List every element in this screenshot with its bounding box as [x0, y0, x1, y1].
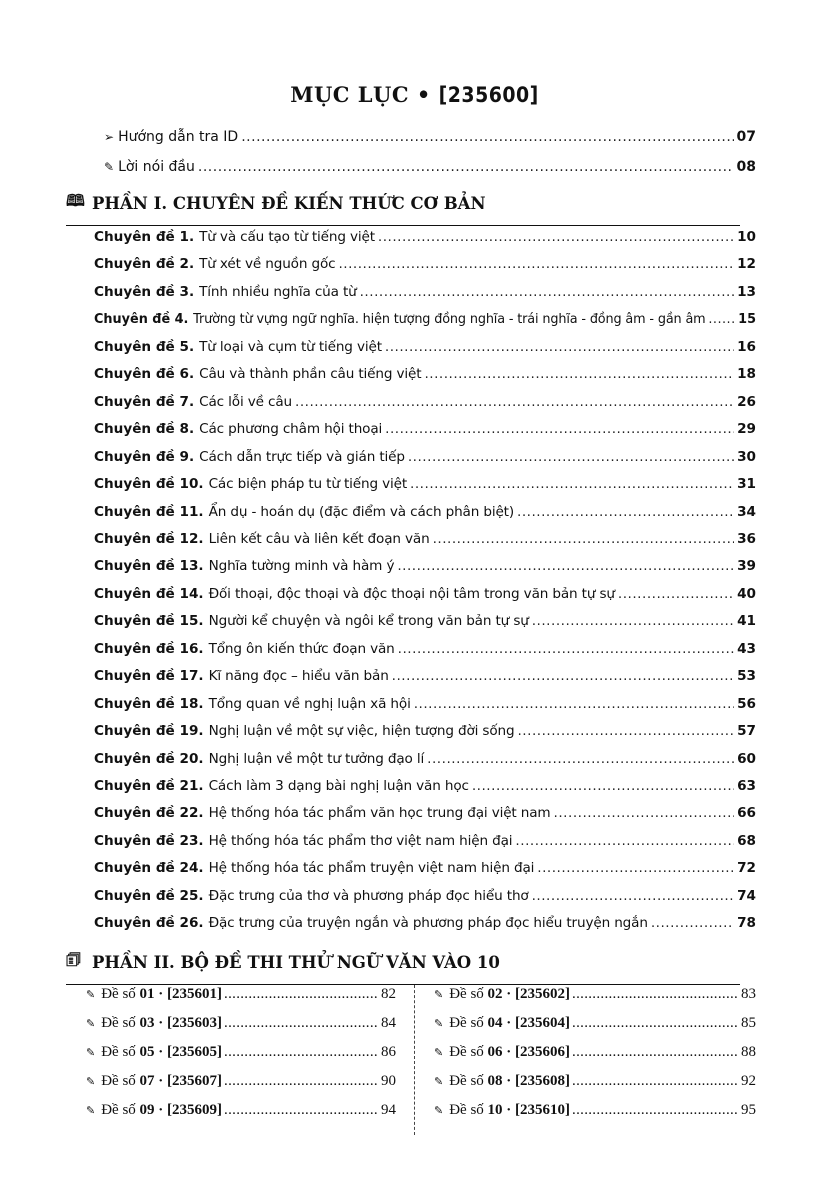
chapter-entry[interactable] [94, 613, 756, 629]
chapter-label: Chuyên đề 17. [94, 668, 204, 685]
page-number: 36 [737, 530, 756, 547]
dot-leader [532, 613, 734, 629]
chapter-title: Các lỗi về câu [199, 393, 292, 410]
page-number: 40 [737, 585, 756, 602]
dot-leader [572, 1015, 739, 1032]
chapter-title: Hệ thống hóa tác phẩm truyện việt nam hiện đại [208, 860, 535, 877]
chapter-label: Chuyên đề 9. [94, 448, 195, 465]
chapter-label: Chuyên đề 3. [94, 283, 195, 300]
chapter-title: Từ loại và cụm từ tiếng việt [199, 338, 382, 355]
chapter-entry[interactable] [94, 531, 756, 547]
chapter-entry[interactable] [94, 751, 756, 767]
page-number: 10 [737, 229, 756, 245]
chapter-title: Đối thoại, độc thoại và độc thoại nội tâm trong văn bản tự sự [208, 585, 615, 602]
chapter-entry[interactable] [94, 256, 756, 272]
pencil-icon: ✎ [86, 989, 96, 1001]
dot-leader [618, 586, 734, 602]
dot-leader [224, 1015, 379, 1032]
arrow-icon: ➢ [104, 130, 115, 144]
chapter-entry[interactable] [94, 558, 756, 574]
pencil-icon: ✎ [434, 989, 444, 1001]
chapter-label: Chuyên đề 6. [94, 366, 195, 383]
exam-prefix: Đề số [449, 1102, 484, 1118]
page-number: 41 [737, 613, 756, 630]
toc-entry-id-guide[interactable] [104, 129, 756, 145]
page-number: 39 [737, 558, 756, 575]
page-number: 29 [737, 421, 756, 438]
chapter-label: Chuyên đề 18. [94, 695, 204, 712]
chapter-entry[interactable] [94, 641, 756, 657]
dot-leader [572, 1044, 739, 1061]
chapter-entry[interactable] [94, 586, 756, 602]
chapter-entry[interactable] [94, 394, 756, 410]
exam-entry[interactable] [434, 986, 756, 1003]
dot-leader [385, 339, 734, 355]
chapter-title: Từ xét về nguồn gốc [199, 256, 336, 273]
chapter-title: Ẩn dụ - hoán dụ (đặc điểm và cách phân biệt) [208, 503, 514, 520]
pencil-icon: ✎ [86, 1076, 96, 1088]
chapter-entry[interactable] [94, 421, 756, 437]
chapter-entry[interactable] [94, 229, 756, 245]
page-number: 15 [738, 311, 756, 328]
dot-leader [408, 449, 734, 465]
pencil-icon: ✎ [104, 160, 115, 174]
chapter-entry[interactable] [94, 339, 756, 355]
chapter-title: Tính nhiều nghĩa của từ [199, 283, 357, 300]
exam-number: 05 · [235605] [139, 1044, 223, 1060]
entry-label: Hướng dẫn tra ID [118, 129, 239, 145]
chapter-label: Chuyên đề 5. [94, 338, 195, 355]
chapter-label: Chuyên đề 20. [94, 750, 204, 767]
chapter-entry[interactable] [94, 778, 756, 794]
title-text: MỤC LỤC • [290, 82, 431, 107]
dot-leader [433, 531, 735, 547]
page-number: 66 [737, 805, 756, 822]
chapter-label: Chuyên đề 21. [94, 778, 204, 794]
dot-leader [397, 558, 734, 574]
pencil-icon: ✎ [434, 1018, 444, 1030]
chapter-entry[interactable] [94, 888, 756, 904]
exam-prefix: Đề số [101, 1073, 136, 1089]
dot-leader [708, 311, 735, 327]
chapter-title: Câu và thành phần câu tiếng việt [199, 366, 422, 383]
page-number: 63 [737, 778, 756, 794]
page-number: 16 [737, 338, 756, 355]
page-number: 43 [737, 640, 756, 657]
page-number: 83 [741, 986, 756, 1002]
dot-leader [554, 805, 735, 821]
exam-number: 08 · [235608] [487, 1073, 571, 1089]
part-1-heading [66, 190, 740, 226]
page-number: 72 [737, 860, 756, 877]
exam-number: 01 · [235601] [139, 986, 223, 1002]
chapter-title: Hệ thống hóa tác phẩm thơ việt nam hiện đại [208, 832, 513, 849]
page-number: 84 [381, 1015, 396, 1031]
chapter-entry[interactable] [94, 805, 756, 821]
exam-number: 09 · [235609] [139, 1102, 223, 1118]
dot-leader [410, 476, 734, 492]
exam-prefix: Đề số [101, 1015, 136, 1031]
exam-number: 02 · [235602] [487, 986, 571, 1002]
page-number: 85 [741, 1015, 756, 1031]
chapter-label: Chuyên đề 16. [94, 640, 204, 657]
page-number: 60 [737, 750, 756, 767]
dot-leader [515, 833, 734, 849]
page-number: 74 [737, 887, 756, 904]
page-number: 57 [737, 723, 756, 740]
column-divider [414, 985, 415, 1135]
chapter-title: Các biện pháp tu từ tiếng việt [208, 476, 408, 493]
exam-prefix: Đề số [101, 1102, 136, 1118]
chapter-title: Cách làm 3 dạng bài nghị luận văn học [208, 778, 469, 794]
page-number: 08 [736, 159, 756, 175]
exam-prefix: Đề số [449, 1015, 484, 1031]
pencil-icon: ✎ [434, 1047, 444, 1059]
exam-entry[interactable] [86, 1073, 396, 1090]
exam-number: 04 · [235604] [487, 1015, 571, 1031]
chapter-title: Trường từ vựng ngữ nghĩa. hiện tượng đồng nghĩa - trái nghĩa - đồng âm - gần âm [193, 311, 706, 328]
chapter-entry[interactable] [94, 723, 756, 739]
dot-leader [198, 159, 734, 175]
pencil-icon: ✎ [434, 1076, 444, 1088]
dot-leader [241, 129, 733, 145]
dot-leader [537, 860, 734, 876]
chapter-label: Chuyên đề 1. [94, 229, 195, 245]
chapter-label: Chuyên đề 8. [94, 421, 195, 438]
page-number: 53 [737, 668, 756, 685]
chapter-title: Nghị luận về một tư tưởng đạo lí [208, 750, 425, 767]
chapter-label: Chuyên đề 11. [94, 503, 204, 520]
dot-leader [572, 1102, 739, 1119]
dot-leader [378, 229, 734, 245]
chapter-label: Chuyên đề 12. [94, 530, 204, 547]
chapter-entry[interactable] [94, 284, 756, 300]
chapter-entry[interactable] [94, 311, 756, 327]
chapter-label: Chuyên đề 24. [94, 860, 204, 877]
dot-leader [224, 1102, 379, 1119]
page-number: 18 [737, 366, 756, 383]
pencil-icon: ✎ [86, 1018, 96, 1030]
chapter-entry[interactable] [94, 696, 756, 712]
dot-leader [224, 1044, 379, 1061]
chapter-title: Người kể chuyện và ngôi kể trong văn bản tự sự [208, 613, 529, 630]
dot-leader [651, 915, 734, 931]
part-2-heading [66, 949, 740, 985]
exam-prefix: Đề số [449, 986, 484, 1002]
toc-entry-preface[interactable] [104, 159, 756, 175]
chapter-label: Chuyên đề 10. [94, 476, 204, 493]
dot-leader [392, 668, 734, 684]
page-number: 95 [741, 1102, 756, 1118]
chapter-entry[interactable] [94, 476, 756, 492]
dot-leader [360, 284, 734, 300]
exam-entry[interactable] [86, 1102, 396, 1119]
chapter-title: Cách dẫn trực tiếp và gián tiếp [199, 448, 405, 465]
exam-entry[interactable] [86, 1015, 396, 1032]
pencil-icon: ✎ [86, 1105, 96, 1117]
chapter-title: Đặc trưng của truyện ngắn và phương pháp đọc hiểu truyện ngắn [208, 915, 648, 932]
chapter-entry[interactable] [94, 668, 756, 684]
chapter-label: Chuyên đề 13. [94, 558, 204, 575]
exam-prefix: Đề số [101, 986, 136, 1002]
dot-leader [572, 1073, 739, 1090]
dot-leader [385, 421, 734, 437]
pencil-icon: ✎ [86, 1047, 96, 1059]
dot-leader [424, 366, 734, 382]
chapter-title: Tổng quan về nghị luận xã hội [208, 695, 411, 712]
page-number: 82 [381, 986, 396, 1002]
chapter-entry[interactable] [94, 366, 756, 382]
chapter-title: Nghị luận về một sự việc, hiện tượng đời sống [208, 723, 515, 740]
exam-entry[interactable] [86, 1044, 396, 1061]
dot-leader [572, 986, 739, 1003]
dot-leader [338, 256, 734, 272]
exam-prefix: Đề số [449, 1073, 484, 1089]
page-number: 07 [736, 129, 756, 145]
chapter-title: Hệ thống hóa tác phẩm văn học trung đại việt nam [208, 805, 551, 822]
exam-number: 07 · [235607] [139, 1073, 223, 1089]
chapter-entry[interactable] [94, 860, 756, 876]
document-stack-icon: 🗊 [66, 950, 81, 969]
page-number: 78 [737, 915, 756, 932]
chapter-label: Chuyên đề 26. [94, 915, 204, 932]
page-title [0, 82, 829, 107]
pencil-icon: ✎ [434, 1105, 444, 1117]
page-number: 68 [737, 832, 756, 849]
chapter-label: Chuyên đề 19. [94, 723, 204, 740]
dot-leader [398, 641, 734, 657]
page-number: 86 [381, 1044, 396, 1060]
page-number: 90 [381, 1073, 396, 1089]
chapter-title: Liên kết câu và liên kết đoạn văn [208, 530, 430, 547]
exam-entry[interactable] [434, 1102, 756, 1119]
page-number: 13 [737, 283, 756, 300]
chapter-label: Chuyên đề 23. [94, 832, 204, 849]
page-number: 30 [737, 448, 756, 465]
dot-leader [224, 1073, 379, 1090]
dot-leader [414, 696, 734, 712]
exam-prefix: Đề số [101, 1044, 136, 1060]
dot-leader [532, 888, 734, 904]
dot-leader [427, 751, 734, 767]
exam-number: 06 · [235606] [487, 1044, 571, 1060]
page-number: 12 [737, 256, 756, 273]
dot-leader [224, 986, 379, 1003]
exam-entry[interactable] [434, 1015, 756, 1032]
exam-number: 10 · [235610] [487, 1102, 571, 1118]
part-1-title: PHẦN I. CHUYÊN ĐỀ KIẾN THỨC CƠ BẢN [92, 194, 486, 213]
chapter-label: Chuyên đề 22. [94, 805, 204, 822]
dot-leader [517, 723, 734, 739]
entry-label: Lời nói đầu [118, 159, 195, 175]
chapter-entry[interactable] [94, 915, 756, 931]
chapter-title: Các phương châm hội thoại [199, 421, 383, 438]
exam-entry[interactable] [434, 1044, 756, 1061]
page-number: 56 [737, 695, 756, 712]
chapter-entry[interactable] [94, 449, 756, 465]
exam-prefix: Đề số [449, 1044, 484, 1060]
dot-leader [472, 778, 734, 794]
chapter-title: Kĩ năng đọc – hiểu văn bản [208, 668, 389, 685]
book-icon: 🕮 [66, 191, 85, 210]
chapter-label: Chuyên đề 25. [94, 887, 204, 904]
chapter-title: Từ và cấu tạo từ tiếng việt [199, 229, 375, 245]
page-number: 31 [737, 476, 756, 493]
chapter-entry[interactable] [94, 833, 756, 849]
exam-number: 03 · [235603] [139, 1015, 223, 1031]
chapter-label: Chuyên đề 7. [94, 393, 195, 410]
chapter-title: Tổng ôn kiến thức đoạn văn [208, 640, 395, 657]
part-2-title: PHẦN II. BỘ ĐỀ THI THỬ NGỮ VĂN VÀO 10 [92, 953, 500, 972]
chapter-title: Đặc trưng của thơ và phương pháp đọc hiểu thơ [208, 887, 529, 904]
chapter-label: Chuyên đề 2. [94, 256, 195, 273]
chapter-label: Chuyên đề 14. [94, 585, 204, 602]
dot-leader [517, 504, 734, 520]
page-number: 26 [737, 393, 756, 410]
page-number: 34 [737, 503, 756, 520]
page-number: 88 [741, 1044, 756, 1060]
chapter-label: Chuyên đề 4. [94, 311, 189, 328]
page-number: 94 [381, 1102, 396, 1118]
dot-leader [295, 394, 734, 410]
exam-entry[interactable] [86, 986, 396, 1003]
title-id: [235600] [438, 83, 539, 107]
chapter-label: Chuyên đề 15. [94, 613, 204, 630]
chapter-title: Nghĩa tường minh và hàm ý [208, 558, 395, 575]
chapter-entry[interactable] [94, 504, 756, 520]
page-number: 92 [741, 1073, 756, 1089]
exam-entry[interactable] [434, 1073, 756, 1090]
